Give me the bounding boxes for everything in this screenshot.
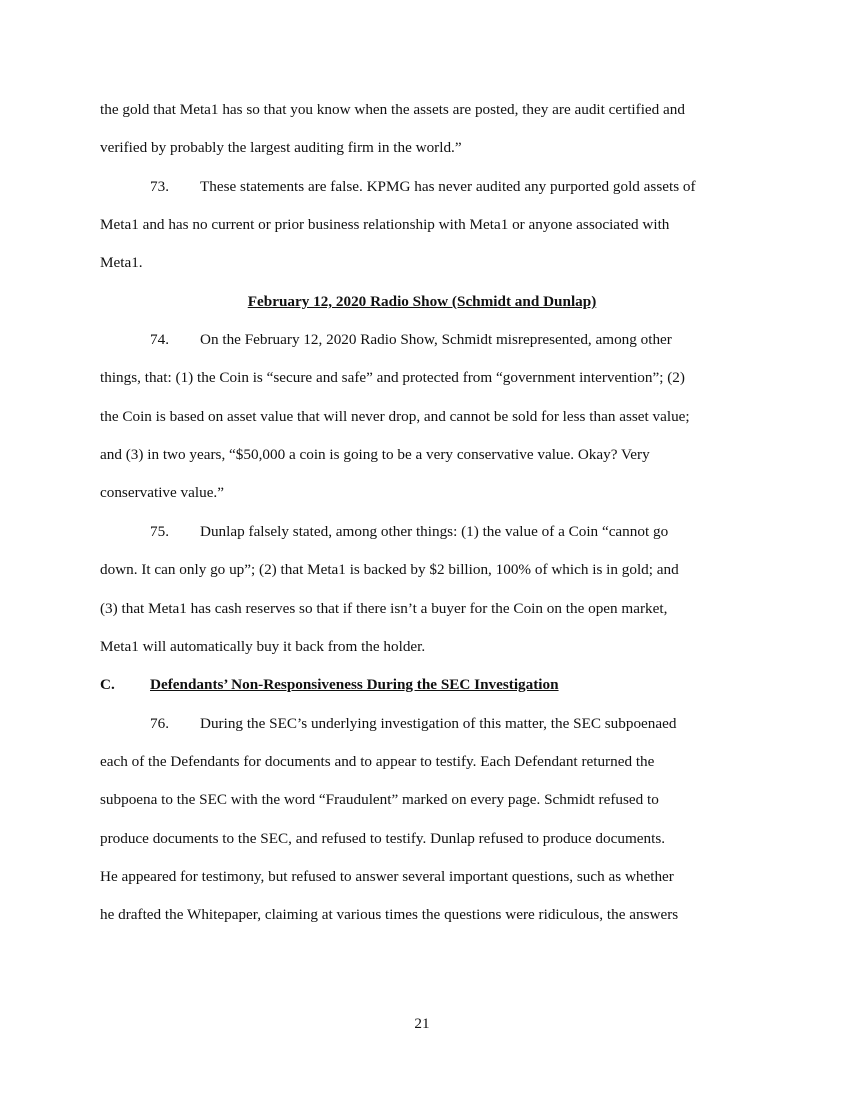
text-line: Dunlap falsely stated, among other things: (1) the value of a Coin “cannot go — [200, 523, 669, 540]
paragraph-number-76: 76. — [150, 715, 169, 732]
text-line: Meta1 and has no current or prior business relationship with Meta1 or anyone associated with — [100, 216, 670, 233]
text-line: things, that: (1) the Coin is “secure and safe” and protected from “government intervention”; (2) — [100, 369, 685, 386]
text-line: he drafted the Whitepaper, claiming at various times the questions were ridiculous, the answers — [100, 906, 679, 923]
text-line: each of the Defendants for documents and to appear to testify. Each Defendant returned the — [100, 753, 655, 770]
text-line: Meta1 will automatically buy it back from the holder. — [100, 638, 426, 655]
text-line: verified by probably the largest auditing firm in the world.” — [100, 139, 462, 156]
text-line: conservative value.” — [100, 484, 224, 501]
subheading-radio-show: February 12, 2020 Radio Show (Schmidt and Dunlap) — [247, 293, 597, 310]
text-line: the gold that Meta1 has so that you know when the assets are posted, they are audit certified and — [100, 101, 685, 118]
text-line: subpoena to the SEC with the word “Fraudulent” marked on every page. Schmidt refused to — [100, 791, 659, 808]
page-number: 21 — [414, 1015, 430, 1032]
text-line: During the SEC’s underlying investigation of this matter, the SEC subpoenaed — [200, 715, 677, 732]
text-line: produce documents to the SEC, and refused to testify. Dunlap refused to produce documents. — [100, 830, 666, 847]
text-line: (3) that Meta1 has cash reserves so that if there isn’t a buyer for the Coin on the open market, — [100, 600, 668, 617]
text-line: He appeared for testimony, but refused to answer several important questions, such as whether — [100, 868, 674, 885]
section-heading: Defendants’ Non-Responsiveness During the SEC Investigation — [150, 676, 559, 693]
paragraph-number-75: 75. — [150, 523, 169, 540]
text-line: the Coin is based on asset value that will never drop, and cannot be sold for less than asset value; — [100, 408, 690, 425]
paragraph-number-74: 74. — [150, 331, 169, 348]
text-line: Meta1. — [100, 254, 143, 271]
paragraph-number-73: 73. — [150, 178, 169, 195]
text-line: On the February 12, 2020 Radio Show, Schmidt misrepresented, among other — [200, 331, 672, 348]
text-line: down. It can only go up”; (2) that Meta1 is backed by $2 billion, 100% of which is in gold; and — [100, 561, 679, 578]
text-line: and (3) in two years, “$50,000 a coin is going to be a very conservative value. Okay? Very — [100, 446, 650, 463]
section-letter: C. — [100, 676, 115, 693]
text-line: These statements are false. KPMG has never audited any purported gold assets of — [200, 178, 696, 195]
